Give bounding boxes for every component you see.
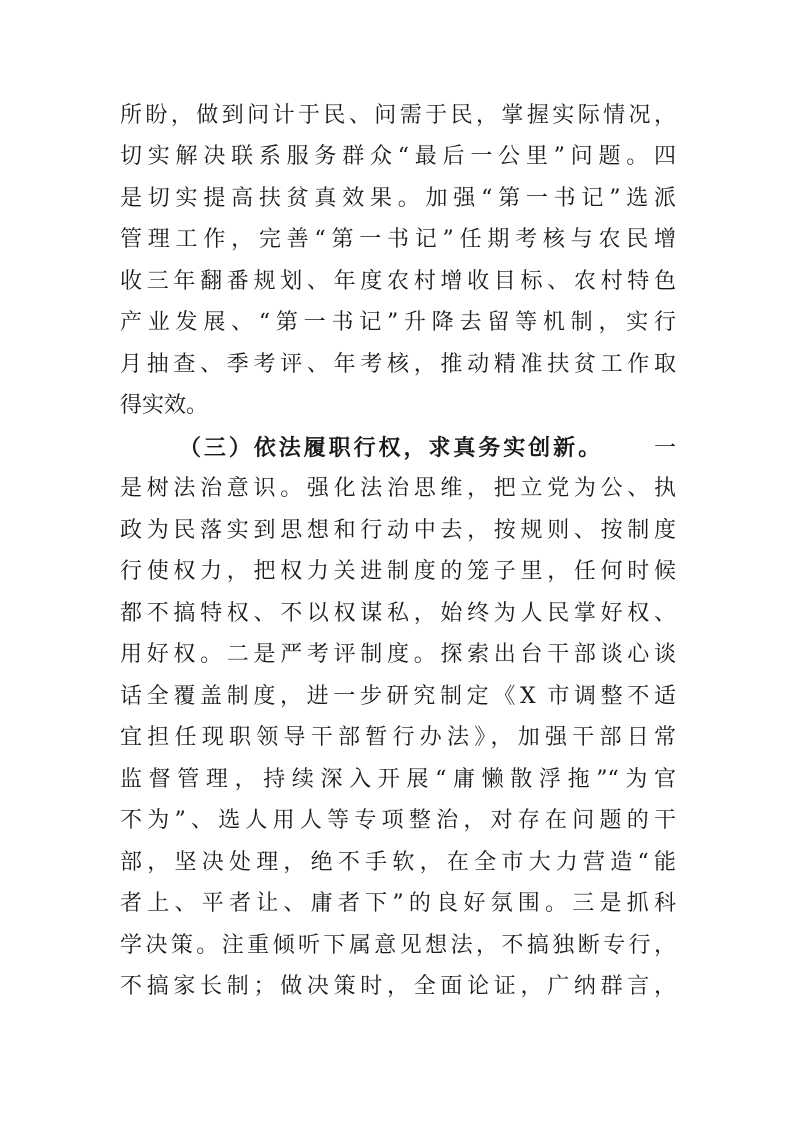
body-line: 行使权力，把权力关进制度的笼子里，任何时候 (120, 559, 676, 584)
body-line: 者上、平者让、庸者下”的良好氛围。三是抓科 (120, 891, 676, 916)
body-line: 不搞家长制；做决策时，全面论证，广纳群言， (120, 974, 676, 999)
heading-tail: 一 (651, 436, 676, 461)
body-line: 政为民落实到思想和行动中去，按规则、按制度 (120, 518, 676, 543)
body-line: 都不搞特权、不以权谋私，始终为人民掌好权、 (120, 601, 676, 626)
body-line: 月抽查、季考评、年考核，推动精准扶贫工作取 (120, 352, 676, 377)
body-line: 是切实提高扶贫真效果。加强“第一书记”选派 (120, 186, 676, 211)
body-line: 收三年翻番规划、年度农村增收目标、农村特色 (120, 269, 676, 294)
body-line: 产业发展、“第一书记”升降去留等机制，实行 (120, 310, 676, 335)
body-line: 管理工作，完善“第一书记”任期考核与农民增 (120, 227, 676, 252)
body-line: 宜担任现职领导干部暂行办法》，加强干部日常 (120, 725, 676, 750)
body-line: 监督管理，持续深入开展“庸懒散浮拖”“为官 (120, 767, 676, 792)
body-line: 得实效。 (120, 393, 209, 418)
section-heading: （三）依法履职行权，求真务实创新。 (176, 435, 604, 461)
body-line: 是树法治意识。强化法治思维，把立党为公、执 (120, 476, 676, 501)
body-line: 学决策。注重倾听下属意见想法，不搞独断专行， (120, 933, 676, 958)
body-line: 所盼，做到问计于民、问需于民，掌握实际情况， (120, 103, 676, 128)
body-line: 部，坚决处理，绝不手软，在全市大力营造“能 (120, 850, 676, 875)
body-line: 切实解决联系服务群众“最后一公里”问题。四 (120, 144, 676, 169)
body-line: 话全覆盖制度，进一步研究制定《X 市调整不适 (120, 684, 676, 709)
body-line: 不为”、选人用人等专项整治，对存在问题的干 (120, 808, 676, 833)
body-line: 用好权。二是严考评制度。探索出台干部谈心谈 (120, 642, 676, 667)
section-heading-line (120, 428, 676, 468)
